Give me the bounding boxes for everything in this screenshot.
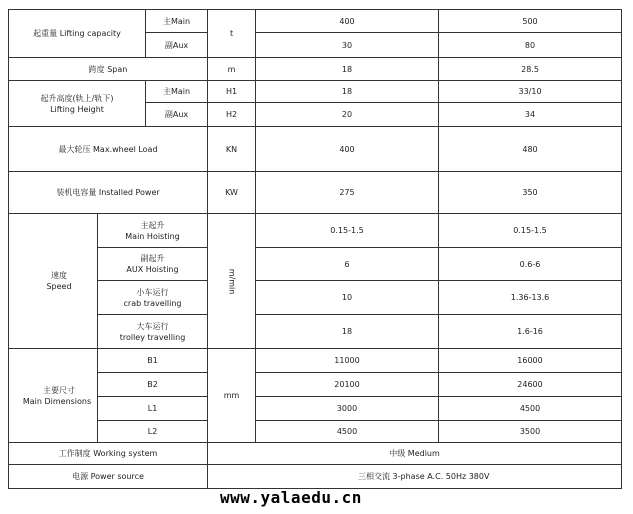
lifting-capacity-label-cn: 起重量	[33, 29, 58, 38]
speed-item-3-en: crab travelling	[123, 298, 182, 308]
lifting-height-aux-label: 副Aux	[146, 103, 208, 127]
lifting-height-label	[9, 81, 146, 127]
power-source-row	[9, 465, 622, 489]
lifting-capacity-main-label: 主Main	[146, 10, 208, 33]
dimension-name-1: B1	[98, 349, 208, 373]
span-row	[9, 58, 622, 81]
speed-row-1	[9, 214, 622, 248]
lifting-height-main-row	[9, 81, 622, 103]
speed-item-4	[98, 315, 208, 349]
lifting-height-main-value-2: 33/10	[439, 81, 622, 103]
speed-item-2-cn: 副起升	[140, 254, 165, 263]
speed-label	[9, 214, 98, 349]
installed-power-value-1: 275	[256, 172, 439, 214]
dimension-3-value-2: 4500	[439, 397, 622, 421]
installed-power-unit: KW	[208, 172, 256, 214]
speed-item-4-cn: 大车运行	[136, 321, 169, 331]
dimensions-unit: mm	[208, 349, 256, 443]
lifting-height-main-label: 主Main	[146, 81, 208, 103]
main-dimensions-label-cn: 主要尺寸	[43, 385, 75, 395]
speed-item-1	[98, 214, 208, 248]
speed-label-en: Speed	[46, 282, 72, 291]
speed-3-value-2: 1.36-13.6	[439, 281, 622, 315]
dimension-1-value-1: 11000	[256, 349, 439, 373]
power-source-label: 电源 Power source	[9, 465, 208, 489]
max-wheel-load-row	[9, 127, 622, 172]
dimension-name-4: L2	[98, 421, 208, 443]
lifting-capacity-main-value-2: 500	[439, 10, 622, 33]
lifting-capacity-aux-label: 副Aux	[146, 33, 208, 58]
max-wheel-load-unit: KN	[208, 127, 256, 172]
speed-unit-text: m/min	[227, 268, 237, 294]
dimension-row-2	[9, 373, 622, 397]
dimension-1-value-2: 16000	[439, 349, 622, 373]
working-system-label: 工作制度 Working system	[9, 443, 208, 465]
watermark-text: www.yalaedu.cn	[220, 488, 362, 507]
lifting-height-aux-value-2: 34	[439, 103, 622, 127]
lifting-height-label-en: Lifting Height	[50, 104, 104, 114]
installed-power-label: 装机电容量 Installed Power	[9, 172, 208, 214]
speed-item-2	[98, 248, 208, 281]
lifting-height-aux-value-1: 20	[256, 103, 439, 127]
dimension-row-1	[9, 349, 622, 373]
speed-1-value-2: 0.15-1.5	[439, 214, 622, 248]
dimension-2-value-2: 24600	[439, 373, 622, 397]
span-unit: m	[208, 58, 256, 81]
speed-4-value-2: 1.6-16	[439, 315, 622, 349]
lifting-capacity-aux-value-2: 80	[439, 33, 622, 58]
speed-label-cn: 速度	[51, 271, 67, 280]
max-wheel-load-value-1: 400	[256, 127, 439, 172]
lifting-capacity-unit: t	[208, 10, 256, 58]
speed-1-value-1: 0.15-1.5	[256, 214, 439, 248]
speed-row-4	[9, 315, 622, 349]
speed-3-value-1: 10	[256, 281, 439, 315]
span-value-1: 18	[256, 58, 439, 81]
speed-2-value-2: 0.6-6	[439, 248, 622, 281]
dimension-row-4	[9, 421, 622, 443]
dimension-row-3	[9, 397, 622, 421]
lifting-height-main-value-1: 18	[256, 81, 439, 103]
speed-item-3-cn: 小车运行	[136, 287, 169, 297]
speed-item-2-en: AUX Hoisting	[126, 265, 179, 274]
speed-row-3	[9, 281, 622, 315]
dimension-2-value-1: 20100	[256, 373, 439, 397]
speed-item-1-cn: 主起升	[140, 220, 165, 230]
lifting-capacity-aux-value-1: 30	[256, 33, 439, 58]
speed-item-3	[98, 281, 208, 315]
dimension-3-value-1: 3000	[256, 397, 439, 421]
dimension-4-value-2: 3500	[439, 421, 622, 443]
lifting-height-aux-unit: H2	[208, 103, 256, 127]
speed-item-1-en: Main Hoisting	[125, 231, 180, 241]
speed-row-2	[9, 248, 622, 281]
lifting-capacity-label-en: Lifting capacity	[59, 29, 121, 38]
lifting-height-label-cn: 起升高度(轨上/轨下)	[40, 93, 114, 103]
installed-power-row	[9, 172, 622, 214]
span-label: 跨度 Span	[9, 58, 208, 81]
dimension-4-value-1: 4500	[256, 421, 439, 443]
installed-power-value-2: 350	[439, 172, 622, 214]
span-value-2: 28.5	[439, 58, 622, 81]
dimension-name-3: L1	[98, 397, 208, 421]
speed-item-4-en: trolley travelling	[119, 332, 186, 342]
working-system-value: 中级 Medium	[208, 443, 622, 465]
working-system-row	[9, 443, 622, 465]
power-source-value: 三相交流 3-phase A.C. 50Hz 380V	[208, 465, 622, 489]
lifting-capacity-main-row	[9, 10, 622, 33]
max-wheel-load-label: 最大轮压 Max.wheel Load	[9, 127, 208, 172]
lifting-capacity-main-value-1: 400	[256, 10, 439, 33]
lifting-capacity-label	[9, 10, 146, 58]
speed-4-value-1: 18	[256, 315, 439, 349]
main-dimensions-label-en: Main Dimensions	[22, 396, 92, 406]
speed-unit	[208, 214, 256, 349]
lifting-height-main-unit: H1	[208, 81, 256, 103]
main-dimensions-label	[9, 349, 98, 443]
dimension-name-2: B2	[98, 373, 208, 397]
speed-2-value-1: 6	[256, 248, 439, 281]
crane-spec-table	[8, 9, 622, 489]
max-wheel-load-value-2: 480	[439, 127, 622, 172]
